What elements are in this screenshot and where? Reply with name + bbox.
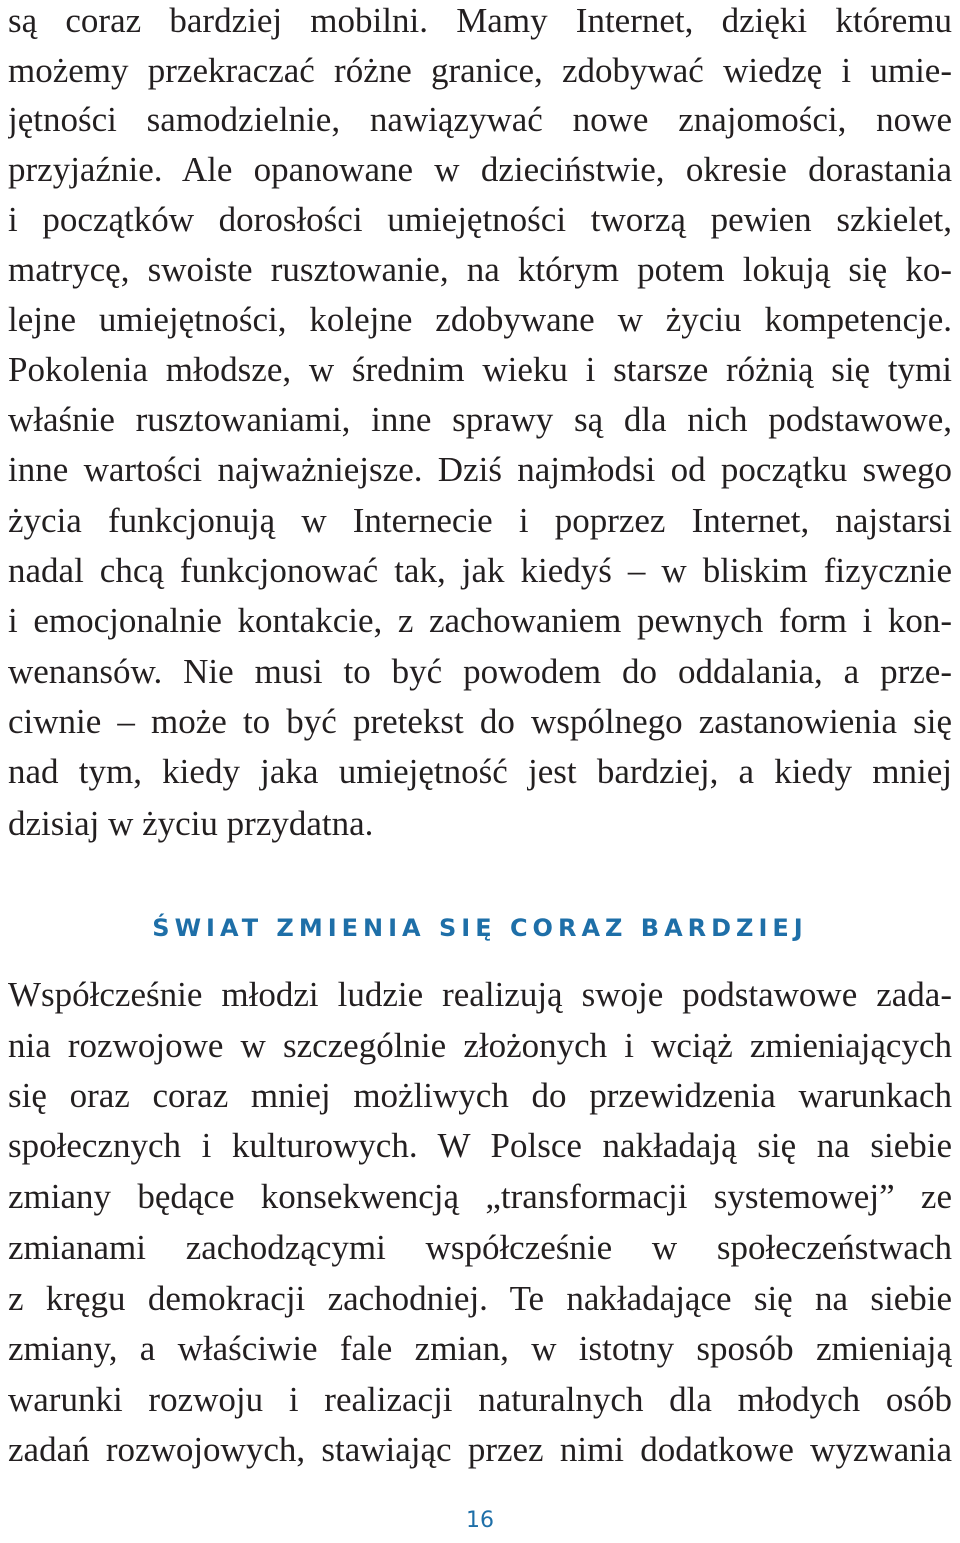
paragraph-line: zadań rozwojowych, stawiając przez nimi dodatkowe wyzwania xyxy=(8,1430,952,1469)
paragraph-line: warunki rozwoju i realizacji naturalnych dla młodych osób xyxy=(8,1380,952,1419)
paragraph-line: Pokolenia młodsze, w średnim wieku i starsze różnią się tymi xyxy=(8,350,952,389)
paragraph-line: społecznych i kulturowych. W Polsce nakładają się na siebie xyxy=(8,1126,952,1165)
paragraph-line: lejne umiejętności, kolejne zdobywane w życiu kompetencje. xyxy=(8,300,952,339)
paragraph-line: ciwnie – może to być pretekst do wspólnego zastanowienia się xyxy=(8,702,952,741)
paragraph-line: zmiany, a właściwie fale zmian, w istotny sposób zmieniają xyxy=(8,1329,952,1368)
paragraph-line: Współcześnie młodzi ludzie realizują swoje podstawowe zada- xyxy=(8,975,952,1014)
paragraph-line: jętności samodzielnie, nawiązywać nowe znajomości, nowe xyxy=(8,100,952,139)
paragraph-line: życia funkcjonują w Internecie i poprzez Internet, najstarsi xyxy=(8,501,952,540)
paragraph-line: i emocjonalnie kontakcie, z zachowaniem pewnych form i kon- xyxy=(8,601,952,640)
paragraph-line: przyjaźnie. Ale opanowane w dzieciństwie, okresie dorastania xyxy=(8,150,952,189)
paragraph-line: są coraz bardziej mobilni. Mamy Internet, dzięki któremu xyxy=(8,1,952,40)
paragraph-line: nia rozwojowe w szczególnie złożonych i wciąż zmieniających xyxy=(8,1026,952,1065)
paragraph-line: się oraz coraz mniej możliwych do przewidzenia warunkach xyxy=(8,1076,952,1115)
paragraph-line: z kręgu demokracji zachodniej. Te nakładające się na siebie xyxy=(8,1279,952,1318)
paragraph-line: matrycę, swoiste rusztowanie, na którym potem lokują się ko- xyxy=(8,250,952,289)
paragraph-line: zmianami zachodzącymi współcześnie w społeczeństwach xyxy=(8,1228,952,1267)
paragraph-line: zmiany będące konsekwencją „transformacji systemowej” ze xyxy=(8,1177,952,1216)
paragraph-line: inne wartości najważniejsze. Dziś najmłodsi od początku swego xyxy=(8,450,952,489)
paragraph-line: i początków dorosłości umiejętności tworzą pewien szkielet, xyxy=(8,200,952,239)
section-heading: ŚWIAT ZMIENIA SIĘ CORAZ BARDZIEJ xyxy=(152,914,808,942)
page-number: 16 xyxy=(466,1508,494,1533)
paragraph-line: nadal chcą funkcjonować tak, jak kiedyś – w bliskim fizycznie xyxy=(8,551,952,590)
paragraph-line: nad tym, kiedy jaka umiejętność jest bardziej, a kiedy mniej xyxy=(8,752,952,791)
paragraph-line: dzisiaj w życiu przydatna. xyxy=(8,804,374,843)
paragraph-line: właśnie rusztowaniami, inne sprawy są dla nich podstawowe, xyxy=(8,400,952,439)
paragraph-line: wenansów. Nie musi to być powodem do oddalania, a prze- xyxy=(8,652,952,691)
paragraph-line: możemy przekraczać różne granice, zdobywać wiedzę i umie- xyxy=(8,51,952,90)
